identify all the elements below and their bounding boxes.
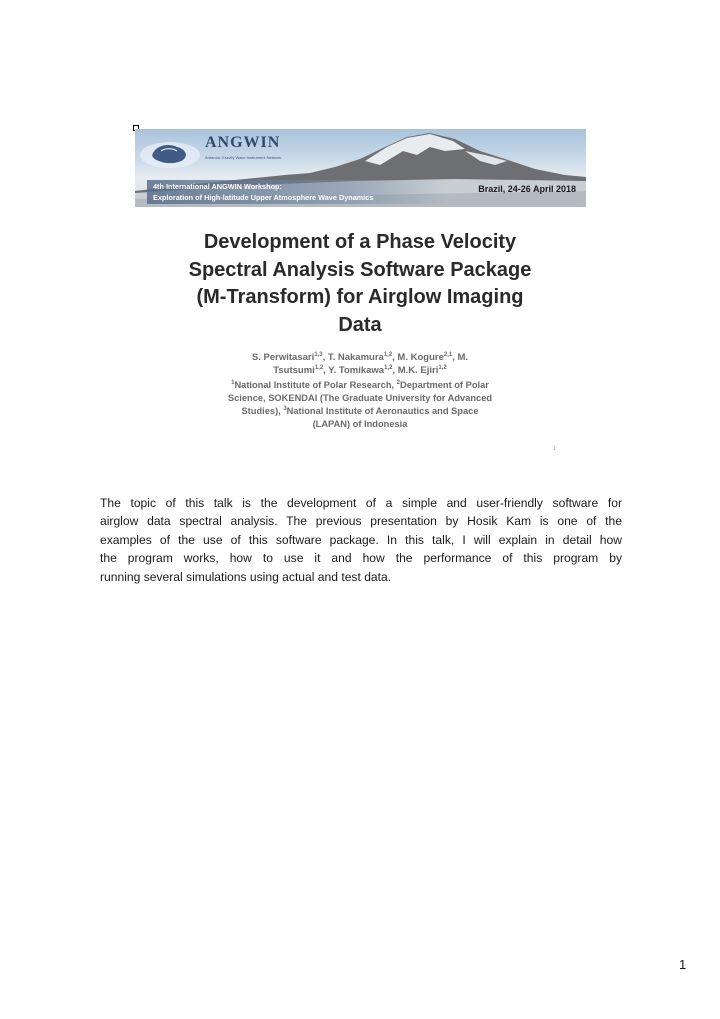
- banner-workshop-bar: [147, 180, 447, 204]
- slide-affiliations: [133, 379, 587, 431]
- affiliation-text: National Institute of Aeronautics and Space: [286, 406, 479, 416]
- authors-line: [133, 351, 587, 364]
- speaker-notes: [100, 494, 622, 586]
- author-name: Tsutsumi: [273, 365, 315, 376]
- affiliation-text: National Institute of Polar Research,: [234, 380, 397, 390]
- author-name: , Y. Tomikawa: [323, 365, 385, 376]
- slide-title-line: Data: [338, 313, 382, 336]
- affiliation-line: (LAPAN) of Indonesia: [312, 419, 408, 429]
- author-affiliation-sup: 1,2: [383, 352, 393, 358]
- notes-line: airglow data spectral analysis. The previous presentation by Hosik Kam is one of the: [100, 514, 622, 529]
- authors-line: [133, 364, 587, 377]
- affiliation-sup: 1: [231, 380, 235, 386]
- notes-line: running several simulations using actual and test data.: [100, 569, 392, 584]
- banner-network-name: Antarctic Gravity Wave Instrument Network: [205, 155, 282, 160]
- slide-authors: [133, 351, 587, 377]
- slide-title-line: Development of a Phase Velocity: [203, 231, 517, 253]
- notes-line: the program works, how to use it and how the performance of this program by: [100, 551, 622, 566]
- slide-title-line: (M-Transform) for Airglow Imaging: [196, 286, 524, 308]
- workshop-theme: Exploration of High-latitude Upper Atmosphere Wave Dynamics: [153, 193, 374, 202]
- slide-title-line: Spectral Analysis Software Package: [188, 258, 532, 281]
- affiliation-sup: 3: [283, 406, 287, 412]
- notes-line: The topic of this talk is the development of a simple and user-friendly software for: [100, 496, 622, 510]
- antarctica-globe-icon: [139, 133, 201, 169]
- workshop-title: 4th International ANGWIN Workshop:: [153, 182, 282, 191]
- author-affiliation-sup: 1,3: [314, 352, 323, 358]
- affiliation-line: [133, 379, 587, 392]
- author-affiliation-sup: 2,1: [443, 352, 453, 358]
- affiliation-line: Science, SOKENDAI (The Graduate University for Advanced: [227, 393, 493, 403]
- affiliation-line: [133, 405, 587, 418]
- notes-line: examples of the use of this software package. In this talk, I will explain in detail how: [100, 532, 622, 547]
- author-affiliation-sup: 1,2: [314, 365, 324, 371]
- author-affiliation-sup: 1,2: [384, 365, 393, 371]
- affiliation-sup: 2: [396, 380, 401, 386]
- author-affiliation-sup: 1,2: [438, 365, 447, 371]
- affiliation-text: Studies),: [241, 406, 284, 416]
- author-name: , M.K. Ejiri: [392, 365, 439, 376]
- banner-brand: ANGWIN: [205, 134, 281, 151]
- slide-thumbnail: [133, 125, 587, 460]
- author-name: , M.: [452, 352, 469, 363]
- author-name: , M. Kogure: [392, 352, 444, 363]
- workshop-location-date: Brazil, 24-26 April 2018: [478, 184, 576, 194]
- author-name: , T. Nakamura: [322, 352, 384, 363]
- workshop-banner: [135, 129, 586, 207]
- author-name: S. Perwitasari: [251, 352, 315, 363]
- slide-number: 1: [553, 446, 556, 452]
- slide-title: [133, 229, 587, 339]
- page-number: 1: [679, 957, 687, 972]
- affiliation-text: Department of Polar: [400, 380, 489, 390]
